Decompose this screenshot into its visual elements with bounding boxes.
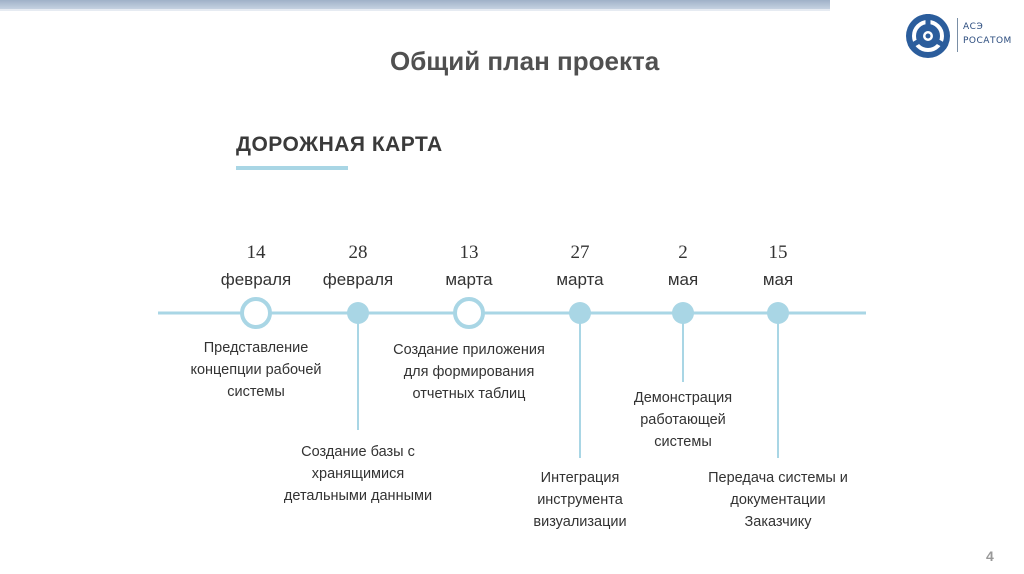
milestone-day: 15 [768, 242, 788, 263]
milestone-description [151, 337, 361, 403]
logo-text-line1: АСЭ [963, 22, 984, 32]
milestone-month: мая [667, 270, 699, 289]
milestone-description [253, 441, 463, 507]
milestone-description-line: Передача системы и [708, 470, 848, 486]
milestone-description-line: системы [654, 434, 712, 450]
milestone-node-hollow [455, 299, 483, 327]
milestone-description-line: документации [730, 492, 826, 508]
milestone-description-line: работающей [640, 412, 726, 428]
milestone-day: 27 [570, 242, 590, 263]
milestone-month: марта [556, 270, 604, 289]
milestone-description-line: Представление [203, 340, 309, 356]
milestone-description-line: хранящимися [311, 466, 405, 482]
milestone-description-line: визуализации [533, 514, 627, 530]
milestone-node [347, 302, 369, 324]
page-title: Общий план проекта [390, 46, 660, 76]
milestone-node-hollow [242, 299, 270, 327]
milestone-day: 14 [246, 242, 266, 263]
milestone-description-line: Интеграция [540, 470, 620, 486]
milestone-description-line: отчетных таблиц [412, 386, 526, 402]
logo-text-line2: РОСАТОМ [963, 36, 1012, 46]
roadmap-heading: ДОРОЖНАЯ КАРТА [236, 133, 443, 156]
milestone-description [673, 467, 883, 533]
milestone-description-line: Создание базы с [301, 444, 415, 460]
milestone-day: 28 [348, 242, 368, 263]
milestone-day: 2 [678, 242, 688, 263]
page-number: 4 [986, 548, 994, 564]
milestone-description-line: системы [227, 384, 285, 400]
milestone-month: февраля [220, 270, 292, 289]
milestone-node [569, 302, 591, 324]
milestone-month: марта [445, 270, 493, 289]
milestone-node [767, 302, 789, 324]
milestone-day: 13 [459, 242, 479, 263]
milestone-description-line: Заказчику [744, 514, 812, 530]
milestone-description-line: инструмента [537, 492, 623, 508]
milestone-month: февраля [322, 270, 394, 289]
milestone-description [364, 339, 574, 405]
milestone-description-line: концепции рабочей [190, 362, 322, 378]
milestone-description-line: детальными данными [283, 488, 433, 504]
milestone-description-line: для формирования [403, 364, 535, 380]
milestone-description-line: Создание приложения [393, 342, 545, 358]
milestone-description [578, 387, 788, 453]
milestone-description [475, 467, 685, 533]
milestone-month: мая [762, 270, 794, 289]
milestone-node [672, 302, 694, 324]
milestone-description-line: Демонстрация [633, 390, 733, 406]
